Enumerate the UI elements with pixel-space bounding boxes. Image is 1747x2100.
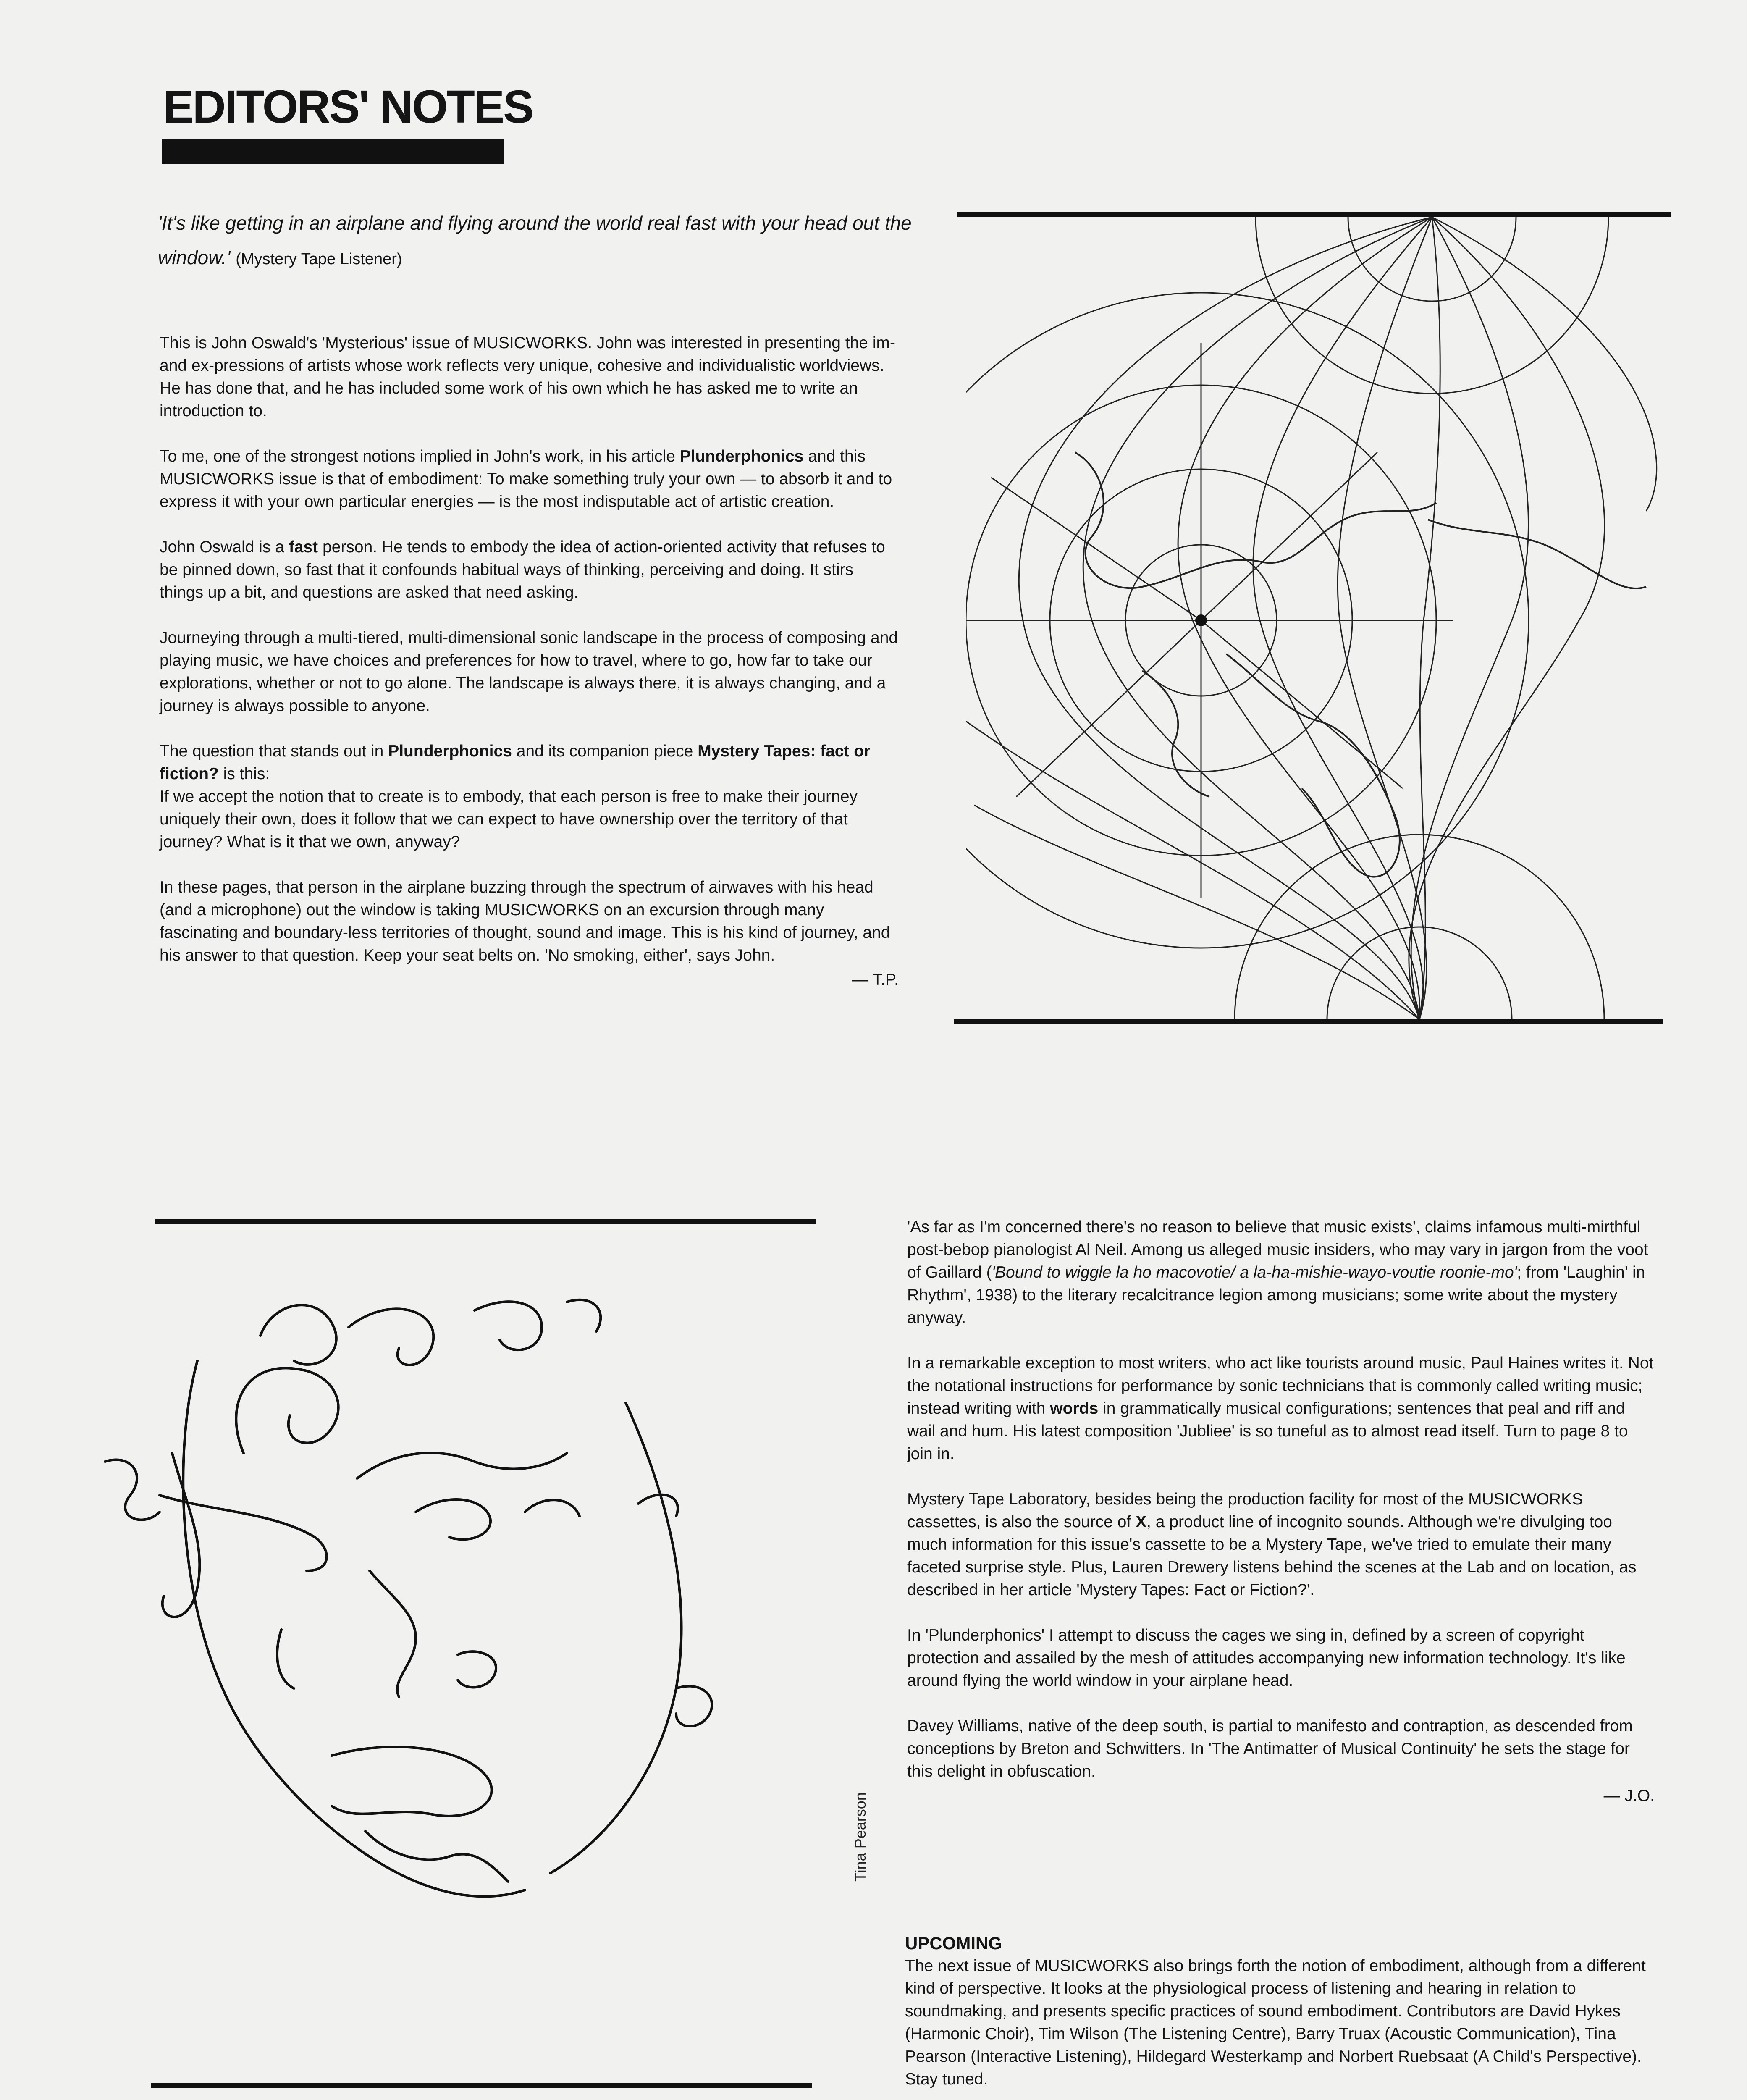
paragraph: Davey Williams, native of the deep south, is partial to manifesto and contraption, as descended from conceptions by Breton and Schwitters. In 'The Antimatter of Musical Continuity' he sets the stage for this delight in obfuscation.: [907, 1717, 1633, 1780]
paragraph: This is John Oswald's 'Mysterious' issue of MUSICWORKS. John was interested in presenting the im- and ex-pressions of artists whose work reflects very unique, cohesive and individualistic worldviews. He has done that, and he has included some work of his own which he has asked me to write an introduction to.: [160, 334, 895, 420]
paragraph: The question that stands out in Plunderphonics and its companion piece Mystery Tapes: fact or fiction? is this: If we accept the notion that to create is to embody, that each person is free to make their journey uniquely their own, does it follow that we can expect to have ownership over the territory of that journey? What is it that we own, anyway?: [160, 742, 871, 851]
map-top-rule: [957, 212, 1671, 217]
paragraph: Journeying through a multi-tiered, multi-dimensional sonic landscape in the process of composing and playing music, we have choices and preferences for how to travel, where to go, how far to take our explorations, whether or not to go alone. The landscape is always there, it is always changing, and a journey is always possible to anyone.: [160, 629, 898, 715]
editors-note-jo: [907, 1216, 1655, 1807]
upcoming-body: The next issue of MUSICWORKS also brings forth the notion of embodiment, although from a different kind of perspective. It looks at the physiological process of listening and hearing in relation to soundmaking, and presents specific practices of sound embodiment. Contributors are David Hykes (Harmonic Choir), Tim Wilson (The Listening Centre), Barry Truax (Acoustic Communication), Tina Pearson (Interactive Listening), Hildegard Westerkamp and Norbert Ruebsaat (A Child's Perspective). Stay tuned.: [905, 1957, 1646, 2088]
title-underline-bar: [162, 139, 504, 164]
upcoming-section: [905, 1932, 1657, 2091]
paragraph: 'As far as I'm concerned there's no reason to believe that music exists', claims infamous multi-mirthful post-bebop pianologist Al Neil. Among us alleged music insiders, who may vary in jargon from the voot of Gaillard ('Bound to wiggle la ho macovotie/ a la-ha-mishie-wayo-voutie roonie-mo'; from 'Laughin' in Rhythm', 1938) to the literary recalcitrance legion among musicians; some write about the mystery anyway.: [907, 1218, 1648, 1327]
signature: — J.O.: [1603, 1787, 1655, 1805]
editors-note-tp: [160, 332, 899, 991]
paragraph: In a remarkable exception to most writers, who act like tourists around music, Paul Haines writes it. Not the notational instructions for performance by sonic technicians that is commonly called writing music; instead writing with words in grammatically musical configurations; sentences that peal and riff and wail and hum. His latest composition 'Jubliee' is so tuneful as to almost read itself. Turn to page 8 to join in.: [907, 1354, 1654, 1463]
epigraph-text: 'It's like getting in an airplane and flying around the world real fast with your head out the window.': [158, 212, 912, 268]
signature: — T.P.: [852, 971, 899, 989]
paragraph: John Oswald is a fast person. He tends to embody the idea of action-oriented activity that refuses to be pinned down, so fast that it confounds habitual ways of thinking, perceiving and doing. It stirs things up a bit, and questions are asked that need asking.: [160, 538, 885, 601]
epigraph-source: (Mystery Tape Listener): [236, 250, 402, 268]
sketch-bottom-rule: [151, 2083, 812, 2088]
paragraph: To me, one of the strongest notions implied in John's work, in his article Plunderphonics and this MUSICWORKS issue is that of embodiment: To make something truly your own — to absorb it and to express it with your own particular energies — is the most indisputable act of artistic creation.: [160, 447, 892, 511]
paragraph: In these pages, that person in the airplane buzzing through the spectrum of airwaves with his head (and a microphone) out the window is taking MUSICWORKS on an excursion through many fascinating and boundary-less territories of thought, sound and image. This is his kind of journey, and his answer to that question. Keep your seat belts on. 'No smoking, either', says John.: [160, 878, 890, 964]
paragraph: In 'Plunderphonics' I attempt to discuss the cages we sing in, defined by a screen of copyright protection and assailed by the mesh of attitudes accompanying new information technology. It's like around flying the world window in your airplane head.: [907, 1626, 1626, 1690]
paragraph: Mystery Tape Laboratory, besides being the production facility for most of the MUSICWORKS cassettes, is also the source of X, a product line of incognito sounds. Although we're divulging too much information for this issue's cassette to be a Mystery Tape, we've tried to emulate their many faceted surprise style. Plus, Lauren Drewery listens behind the scenes at the Lab and on location, as described in her article 'Mystery Tapes: Fact or Fiction?'.: [907, 1490, 1637, 1599]
sketch-top-rule: [155, 1219, 816, 1224]
page-title: EDITORS' NOTES: [163, 81, 533, 133]
map-bottom-rule: [954, 1019, 1663, 1024]
sketch-credit: Tina Pearson: [852, 1792, 869, 1882]
upcoming-heading: UPCOMING: [905, 1933, 1002, 1953]
epigraph: [158, 206, 956, 276]
world-map-projection-figure: [966, 217, 1663, 1019]
face-line-drawing: [97, 1277, 752, 2024]
